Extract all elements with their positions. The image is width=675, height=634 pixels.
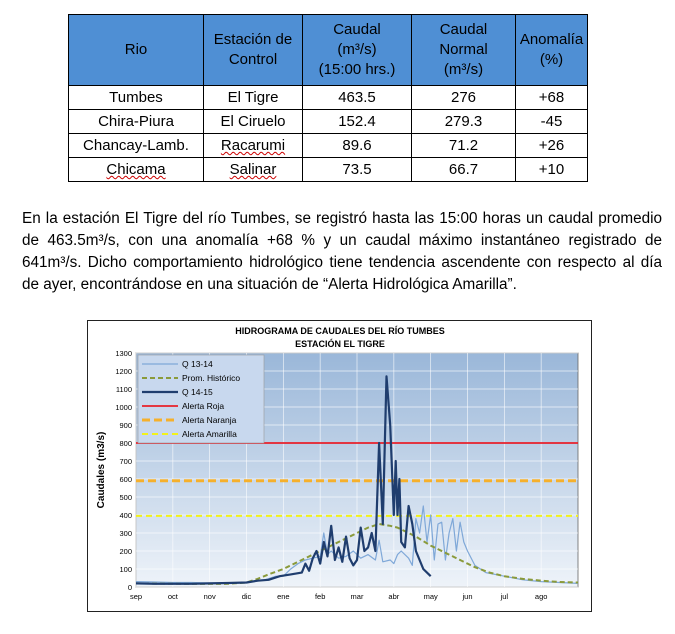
y-tick-label: 100 <box>119 565 132 574</box>
cell-caudal: 73.5 <box>303 158 412 182</box>
legend-label: Alerta Amarilla <box>182 429 237 439</box>
cell-estacion: Racarumi <box>204 134 303 158</box>
header-caudal-normal: Caudal Normal (m³/s) <box>412 15 516 86</box>
cell-anomalia: +10 <box>516 158 588 182</box>
header-caudal: Caudal (m³/s) (15:00 hrs.) <box>303 15 412 86</box>
cell-normal: 279.3 <box>412 110 516 134</box>
y-tick-label: 1000 <box>115 403 132 412</box>
table-row <box>69 86 588 110</box>
header-rio: Rio <box>69 15 204 86</box>
cell-anomalia: +68 <box>516 86 588 110</box>
x-tick-label: jun <box>462 592 473 601</box>
cell-caudal: 152.4 <box>303 110 412 134</box>
cell-caudal: 89.6 <box>303 134 412 158</box>
x-tick-label: dic <box>241 592 252 601</box>
x-tick-label: abr <box>388 592 400 601</box>
x-tick-label: may <box>423 592 438 601</box>
y-tick-label: 1100 <box>115 385 132 394</box>
x-tick-label: ene <box>277 592 290 601</box>
x-tick-label: oct <box>167 592 178 601</box>
y-tick-label: 800 <box>119 439 132 448</box>
y-tick-label: 0 <box>127 583 132 592</box>
hydrograph-svg <box>88 321 591 611</box>
cell-estacion: El Tigre <box>204 86 303 110</box>
description-paragraph: En la estación El Tigre del río Tumbes, se registró hasta las 15:00 horas un caudal promedio de 463.5m³/s, con una anomalía +68 % y un caudal máximo instantáneo registrado de 641m³/s. Dicho comportamiento hidrológico tiene tendencia ascendente con respecto al día de ayer, encontrándose en una situación de “Alerta Hidrológica Amarilla”. <box>22 210 662 293</box>
y-tick-label: 900 <box>119 421 132 430</box>
cell-rio: Tumbes <box>69 86 204 110</box>
y-tick-label: 1200 <box>115 367 132 376</box>
legend-label: Prom. Histórico <box>182 373 241 383</box>
cell-caudal: 463.5 <box>303 86 412 110</box>
y-tick-label: 300 <box>119 529 132 538</box>
y-tick-label: 1300 <box>115 349 132 358</box>
cell-estacion: El Ciruelo <box>204 110 303 134</box>
hydrograph-chart <box>87 320 592 612</box>
table-row <box>69 158 588 182</box>
cell-anomalia: -45 <box>516 110 588 134</box>
flow-table <box>68 14 588 182</box>
legend-label: Q 14-15 <box>182 387 213 397</box>
y-tick-label: 200 <box>119 547 132 556</box>
x-tick-label: feb <box>314 592 326 601</box>
table-row <box>69 110 588 134</box>
cell-rio: Chancay-Lamb. <box>69 134 204 158</box>
x-tick-label: nov <box>203 592 216 601</box>
cell-normal: 66.7 <box>412 158 516 182</box>
x-tick-label: ago <box>534 592 548 601</box>
header-anomalia: Anomalía (%) <box>516 15 588 86</box>
legend-label: Q 13-14 <box>182 359 213 369</box>
legend-label: Alerta Naranja <box>182 415 237 425</box>
cell-rio: Chira-Piura <box>69 110 204 134</box>
cell-estacion: Salinar <box>204 158 303 182</box>
x-tick-label: mar <box>350 592 364 601</box>
table-row <box>69 134 588 158</box>
y-tick-label: 600 <box>119 475 132 484</box>
y-tick-label: 500 <box>119 493 132 502</box>
header-estacion: Estación de Control <box>204 15 303 86</box>
x-tick-label: sep <box>129 592 143 601</box>
cell-rio: Chicama <box>69 158 204 182</box>
cell-anomalia: +26 <box>516 134 588 158</box>
y-axis-label: Caudales (m3/s) <box>96 431 107 509</box>
x-tick-label: jul <box>500 592 509 601</box>
chart-subtitle: ESTACIÓN EL TIGRE <box>295 339 385 349</box>
y-tick-label: 700 <box>119 457 132 466</box>
table-header-row <box>69 15 588 86</box>
cell-normal: 71.2 <box>412 134 516 158</box>
y-tick-label: 400 <box>119 511 132 520</box>
cell-normal: 276 <box>412 86 516 110</box>
legend-label: Alerta Roja <box>182 401 225 411</box>
chart-title: HIDROGRAMA DE CAUDALES DEL RÍO TUMBES <box>235 326 445 336</box>
